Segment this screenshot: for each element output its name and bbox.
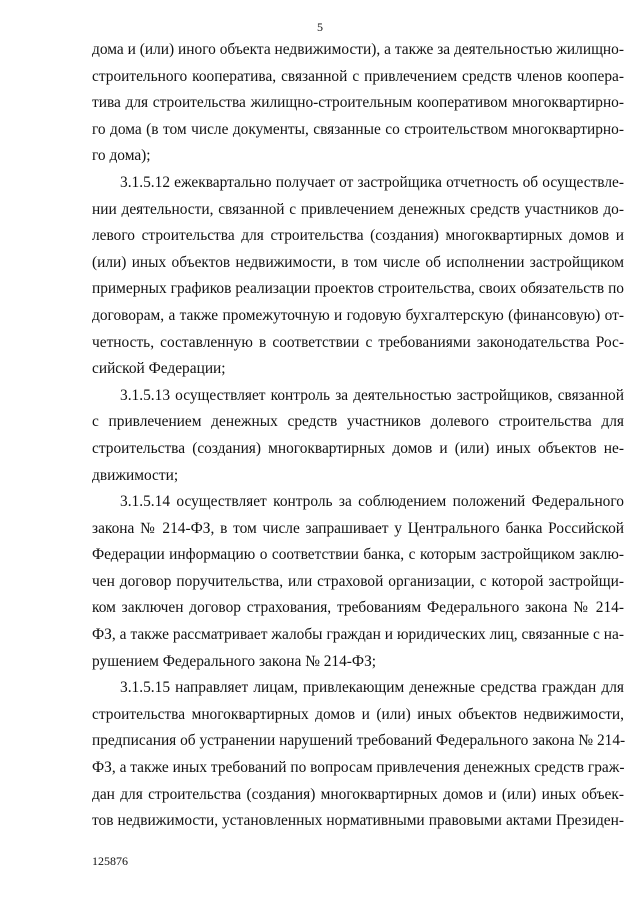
- text-line: тива для строительства жилищно-строительным кооперативом многоквартирно-: [92, 94, 624, 112]
- paragraph-continuation: [92, 37, 624, 170]
- text-line: 3.1.5.13 осуществляет контроль за деятельностью застройщиков, связанной: [120, 386, 624, 404]
- paragraph-clause-3-1-5-14: [92, 489, 624, 675]
- text-line: го дома);: [92, 147, 151, 165]
- text-line: примерных графиков реализации проектов строительства, своих обязательств по: [92, 280, 624, 298]
- text-line: Федерации информацию о соответствии банка, с которым застройщиком заклю-: [92, 546, 624, 564]
- text-line: ФЗ, а также рассматривает жалобы граждан и юридических лиц, связанные с на-: [92, 626, 624, 644]
- text-line: рушением Федерального закона № 214-ФЗ;: [92, 652, 377, 670]
- text-line: (или) иных объектов недвижимости, в том числе об исполнении застройщиком: [92, 253, 624, 271]
- text-line: ФЗ, а также иных требований по вопросам привлечения денежных средств граж-: [92, 759, 625, 777]
- paragraph-clause-3-1-5-12: [92, 170, 624, 383]
- text-line: ком заключен договор страхования, требованиям Федерального закона № 214-: [92, 599, 624, 617]
- text-line: 3.1.5.14 осуществляет контроль за соблюдением положений Федерального: [120, 493, 624, 511]
- text-line: строительства (создания) многоквартирных домов и (или) иных объектов не-: [92, 439, 624, 457]
- text-line: сийской Федерации;: [92, 360, 226, 378]
- paragraph-clause-3-1-5-13: [92, 383, 624, 489]
- text-line: 3.1.5.12 ежеквартально получает от застройщика отчетность об осуществле-: [120, 173, 624, 191]
- page-number: 5: [317, 20, 323, 34]
- text-line: левого строительства для строительства (создания) многоквартирных домов и: [92, 227, 624, 245]
- text-line: договорам, а также промежуточную и годовую бухгалтерскую (финансовую) от-: [92, 306, 624, 324]
- text-line: четность, составленную в соответствии с требованиями законодательства Рос-: [92, 333, 624, 351]
- text-line: дома и (или) иного объекта недвижимости), а также за деятельностью жилищно-: [92, 41, 624, 58]
- text-line: с привлечением денежных средств участников долевого строительства для: [92, 413, 624, 431]
- text-line: го дома (в том числе документы, связанные со строительством многоквартирно-: [92, 120, 624, 138]
- document-body: [92, 37, 624, 835]
- text-line: строительного кооператива, связанной с привлечением средств членов коопера-: [92, 67, 624, 85]
- paragraph-clause-3-1-5-15: [92, 675, 624, 835]
- text-line: дан для строительства (создания) многоквартирных домов и (или) иных объек-: [92, 785, 624, 803]
- text-line: 3.1.5.15 направляет лицам, привлекающим денежные средства граждан для: [120, 679, 624, 697]
- text-line: тов недвижимости, установленных нормативными правовыми актами Президен-: [92, 812, 624, 830]
- text-line: предписания об устранении нарушений требований Федерального закона № 214-: [92, 732, 626, 750]
- document-id: 125876: [92, 854, 128, 868]
- text-line: нии деятельности, связанной с привлечением денежных средств участников до-: [92, 200, 624, 218]
- text-line: строительства многоквартирных домов и (или) иных объектов недвижимости,: [92, 705, 624, 723]
- text-line: чен договор поручительства, или страховой организации, с которой застройщи-: [92, 572, 624, 590]
- text-line: движимости;: [92, 466, 179, 484]
- text-line: закона № 214-ФЗ, в том числе запрашивает у Центрального банка Российской: [92, 519, 624, 537]
